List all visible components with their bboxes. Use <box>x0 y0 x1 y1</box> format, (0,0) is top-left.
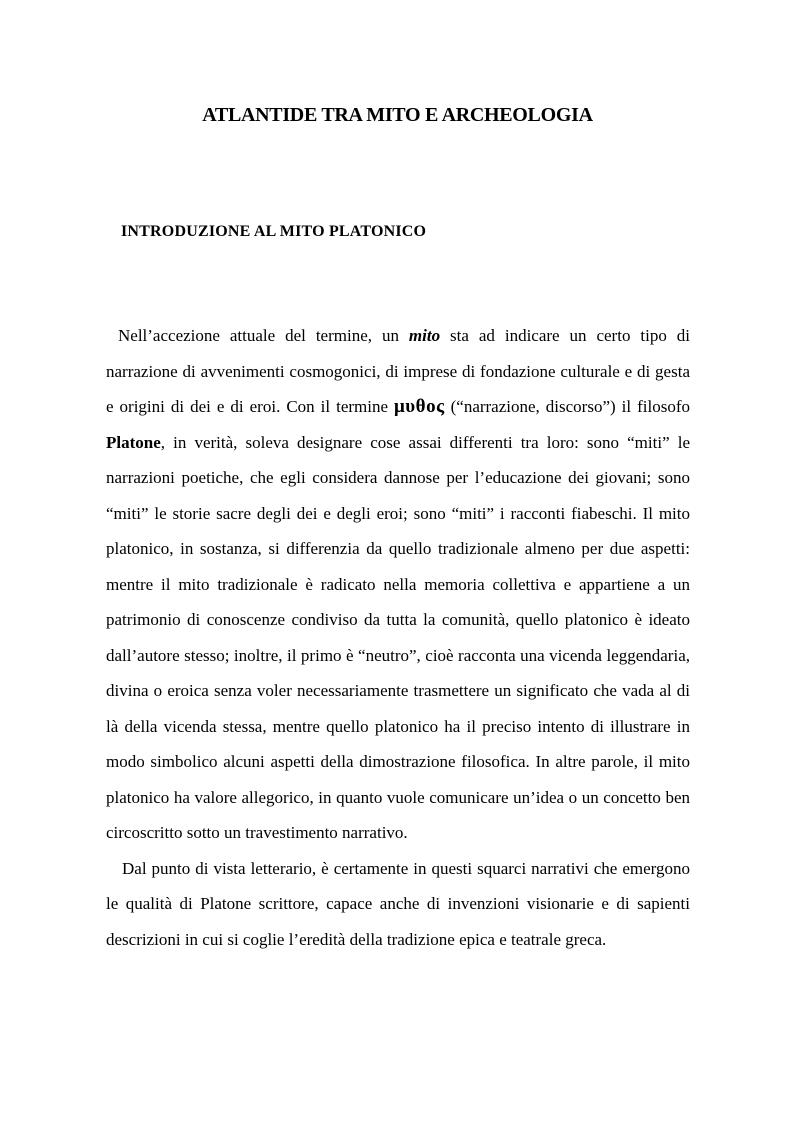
body-text <box>106 318 690 957</box>
paragraph-1-text-a: Nell’accezione attuale del termine, un <box>118 326 409 345</box>
paragraph-2: Dal punto di vista letterario, è certamente in questi squarci narrativi che emergono le qualità di Platone scrittore, capace anche di invenzioni visionarie e di sapienti descrizioni in cui si coglie l’eredità della tradizione epica e teatrale greca. <box>106 858 690 949</box>
greek-word-mythos: μυθος <box>394 396 445 417</box>
bold-name-platone: Platone <box>106 432 161 452</box>
section-heading: INTRODUZIONE AL MITO PLATONICO <box>121 223 427 240</box>
paragraph-1-text-d: , in verità, soleva designare cose assai differenti tra loro: sono “miti” le narrazioni poetiche, che egli considera dannose per l’educazione dei giovani; sono “miti” le storie sacre degli dei e degli eroi; sono “miti” i racconti fiabeschi. Il mito platonico, in sostanza, si differenzia da quello tradizionale almeno per due aspetti: mentre il mito tradizionale è radicato nella memoria collettiva e appartiene a un patrimonio di conoscenze condiviso da tutta la comunità, quello platonico è ideato dall’autore stesso; inoltre, il primo è “neutro”, cioè racconta una vicenda leggendaria, divina o eroica senza voler necessariamente trasmettere un significato che vada al di là della vicenda stessa, mentre quello platonico ha il preciso intento di illustrare in modo simbolico alcuni aspetti della dimostrazione filosofica. In altre parole, il mito platonico ha valore allegorico, in quanto vuole comunicare un’idea o un concetto ben circoscritto sotto un travestimento narrativo. <box>106 432 690 842</box>
paragraph-1-text-c: (“narrazione, discorso”) il filosofo <box>444 397 690 416</box>
document-title: ATLANTIDE TRA MITO E ARCHEOLOGIA <box>202 104 593 126</box>
paragraph-1 <box>106 318 690 851</box>
paragraph-1-text-b: sta ad indicare un certo tipo di narrazione di avvenimenti cosmogonici, di imprese di fondazione culturale e di gesta e origini di dei e di eroi. Con il termine <box>106 326 691 416</box>
emphasized-word-mito: mito <box>408 326 441 345</box>
